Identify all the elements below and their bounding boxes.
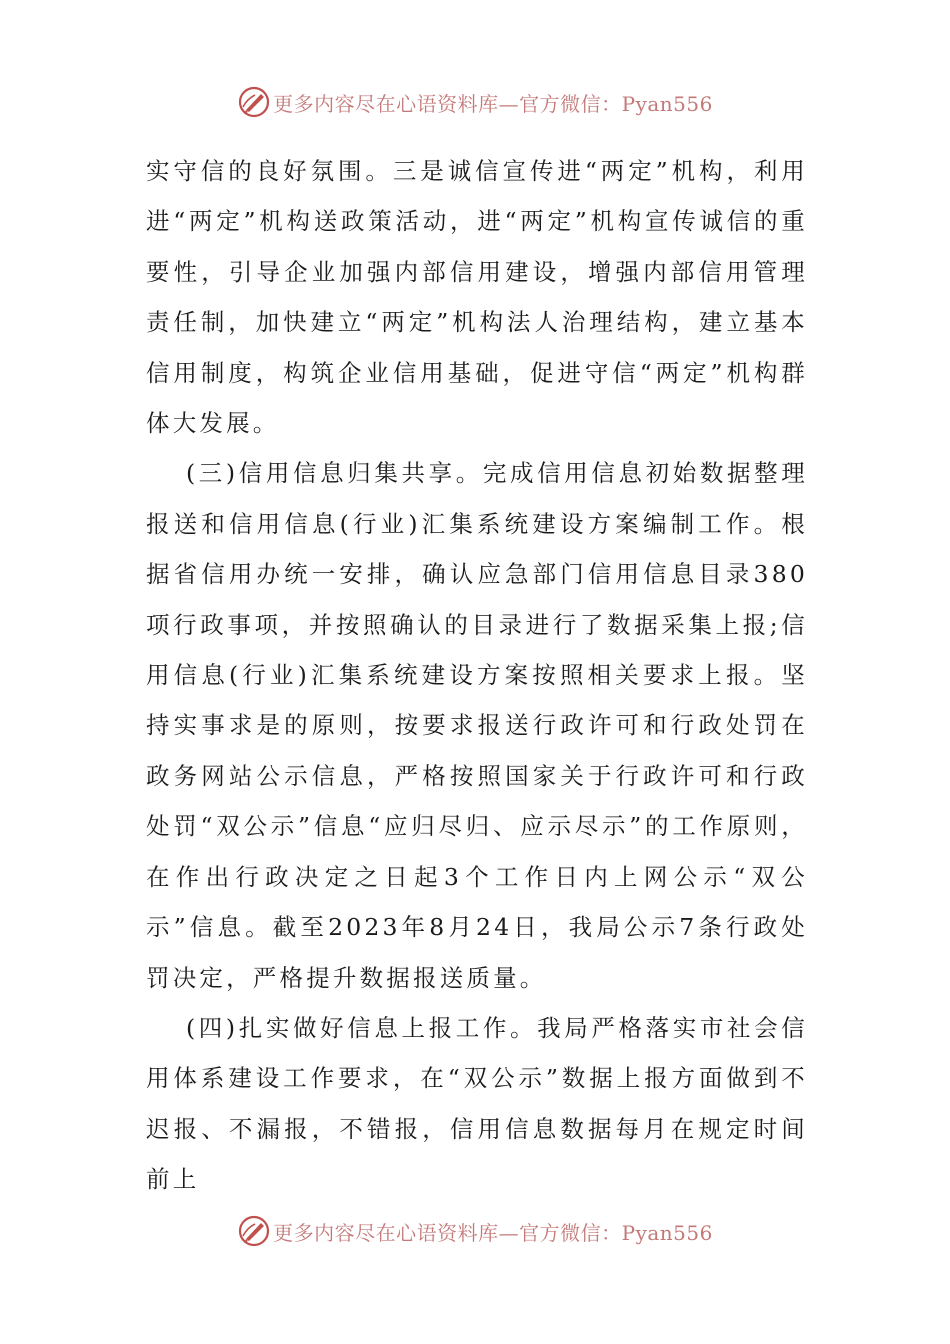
footer-banner [0,1211,950,1251]
pen-circle-logo-icon [237,85,271,119]
header-banner-text: 更多内容尽在心语资料库—官方微信：Pyan556 [273,91,713,116]
body-paragraph-3: (四)扎实做好信息上报工作。我局严格落实市社会信用体系建设工作要求，在“双公示”数据上报方面做到不迟报、不漏报，不错报，信用信息数据每月在规定时间前上 [146,1013,808,1194]
document-body [146,146,808,1205]
body-paragraph-2: (三)信用信息归集共享。完成信用信息初始数据整理报送和信用信息(行业)汇集系统建设方案编制工作。根据省信用办统一安排，确认应急部门信用信息目录380项行政事项，并按照确认的目录进行了数据采集上报;信用信息(行业)汇集系统建设方案按照相关要求上报。坚持实事求是的原则，按要求报送行政许可和行政处罚在政务网站公示信息，严格按照国家关于行政许可和行政处罚“双公示”信息“应归尽归、应示尽示”的工作原则，在作出行政决定之日起3个工作日内上网公示“双公示”信息。截至2023年8月24日，我局公示7条行政处罚决定，严格提升数据报送质量。 [146,459,808,992]
header-banner [0,82,950,122]
footer-banner-text: 更多内容尽在心语资料库—官方微信：Pyan556 [273,1220,713,1245]
body-paragraph-1: 实守信的良好氛围。三是诚信宣传进“两定”机构，利用进“两定”机构送政策活动，进“两定”机构宣传诚信的重要性，引导企业加强内部信用建设，增强内部信用管理责任制，加快建立“两定”机构法人治理结构，建立基本信用制度，构筑企业信用基础，促进守信“两定”机构群体大发展。 [146,157,808,438]
pen-circle-logo-icon [237,1214,271,1248]
